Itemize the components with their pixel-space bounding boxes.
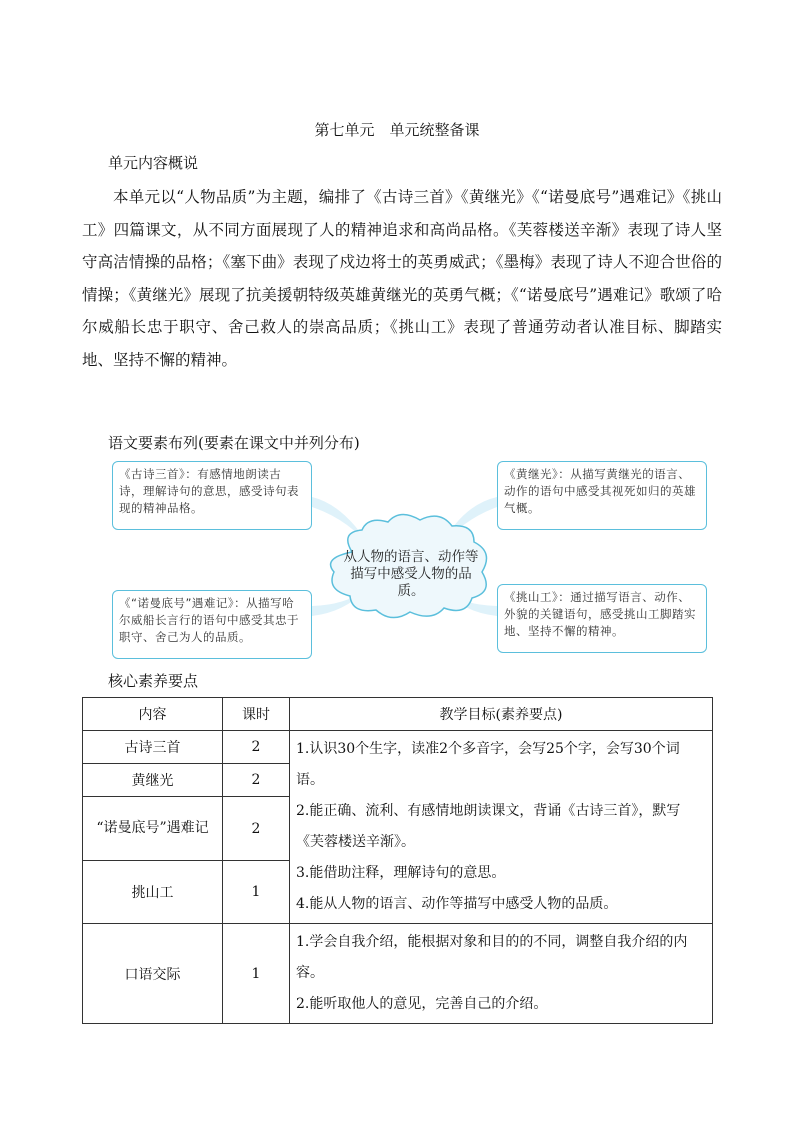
cell-goals-group1: [290, 731, 713, 924]
overview-paragraph: 本单元以“人物品质”为主题，编排了《古诗三首》《黄继光》《“诺曼底号”遇难记》《挑山工》四篇课文，从不同方面展现了人的精神追求和高尚品格。《芙蓉楼送辛渐》表现了诗人坚守高洁情操的品格；《塞下曲》表现了戍边将士的英勇威武；《墨梅》表现了诗人不迎合世俗的情操；《黄继光》展现了抗美援朝特级英雄黄继光的英勇气概；《“诺曼底号”遇难记》歌颂了哈尔威船长忠于职守、舍己救人的崇高品质；《挑山工》表现了普通劳动者认准目标、脚踏实地、坚持不懈的精神。: [82, 188, 722, 369]
mindmap-box-bottom-right: 《挑山工》：通过描写语言、动作、外貌的关键语句，感受挑山工脚踏实地、坚持不懈的精神。: [497, 584, 707, 653]
header-content: 内容: [83, 698, 223, 731]
cell-content: 黄继光: [83, 764, 223, 797]
goal-item: 3.能借助注释，理解诗句的意思。: [296, 865, 506, 881]
cell-content: 口语交际: [83, 924, 223, 1024]
cell-content: 古诗三首: [83, 731, 223, 764]
cell-hours: 2: [223, 731, 290, 764]
overview-heading: 单元内容概说: [108, 154, 199, 172]
cell-hours: 1: [223, 924, 290, 1024]
page-title: 第七单元 单元统整备课: [314, 121, 480, 139]
header-goals: 教学目标(素养要点): [290, 698, 713, 731]
mindmap-box-top-right: 《黄继光》：从描写黄继光的语言、动作的语句中感受其视死如归的英雄气概。: [497, 461, 707, 530]
goal-item: 2.能正确、流利、有感情地朗读课文，背诵《古诗三首》，默写《芙蓉楼送辛渐》。: [296, 803, 681, 850]
goal-item: 1.学会自我介绍，能根据对象和目的的不同，调整自我介绍的内容。: [296, 934, 688, 981]
cell-goals-group2: [290, 924, 713, 1024]
mindmap-box-bottom-left: 《“诺曼底号”遇难记》：从描写哈尔威船长言行的语句中感受其忠于职守、舍己为人的品质。: [112, 590, 312, 659]
mindmap-center-text: 从人物的语言、动作等描写中感受人物的品质。: [343, 549, 479, 599]
core-table: [82, 697, 713, 1024]
core-heading: 核心素养要点: [108, 672, 199, 690]
goal-item: 2.能听取他人的意见，完善自己的介绍。: [296, 996, 548, 1012]
table-row: [83, 924, 713, 1024]
cell-hours: 1: [223, 860, 290, 923]
goal-item: 4.能从人物的语言、动作等描写中感受人物的品质。: [296, 896, 618, 912]
cell-content: 挑山工: [83, 860, 223, 923]
cell-hours: 2: [223, 797, 290, 860]
cell-content: “诺曼底号”遇难记: [83, 797, 223, 860]
cell-hours: 2: [223, 764, 290, 797]
goal-item: 1.认识30个生字，读准2个多音字，会写25个字，会写30个词语。: [296, 741, 680, 788]
table-row: [83, 731, 713, 764]
table-header-row: [83, 698, 713, 731]
header-hours: 课时: [223, 698, 290, 731]
mindmap-box-top-left: 《古诗三首》：有感情地朗读古诗，理解诗句的意思，感受诗句表现的精神品格。: [112, 461, 312, 530]
elements-heading: 语文要素布列(要素在课文中并列分布): [108, 434, 360, 452]
